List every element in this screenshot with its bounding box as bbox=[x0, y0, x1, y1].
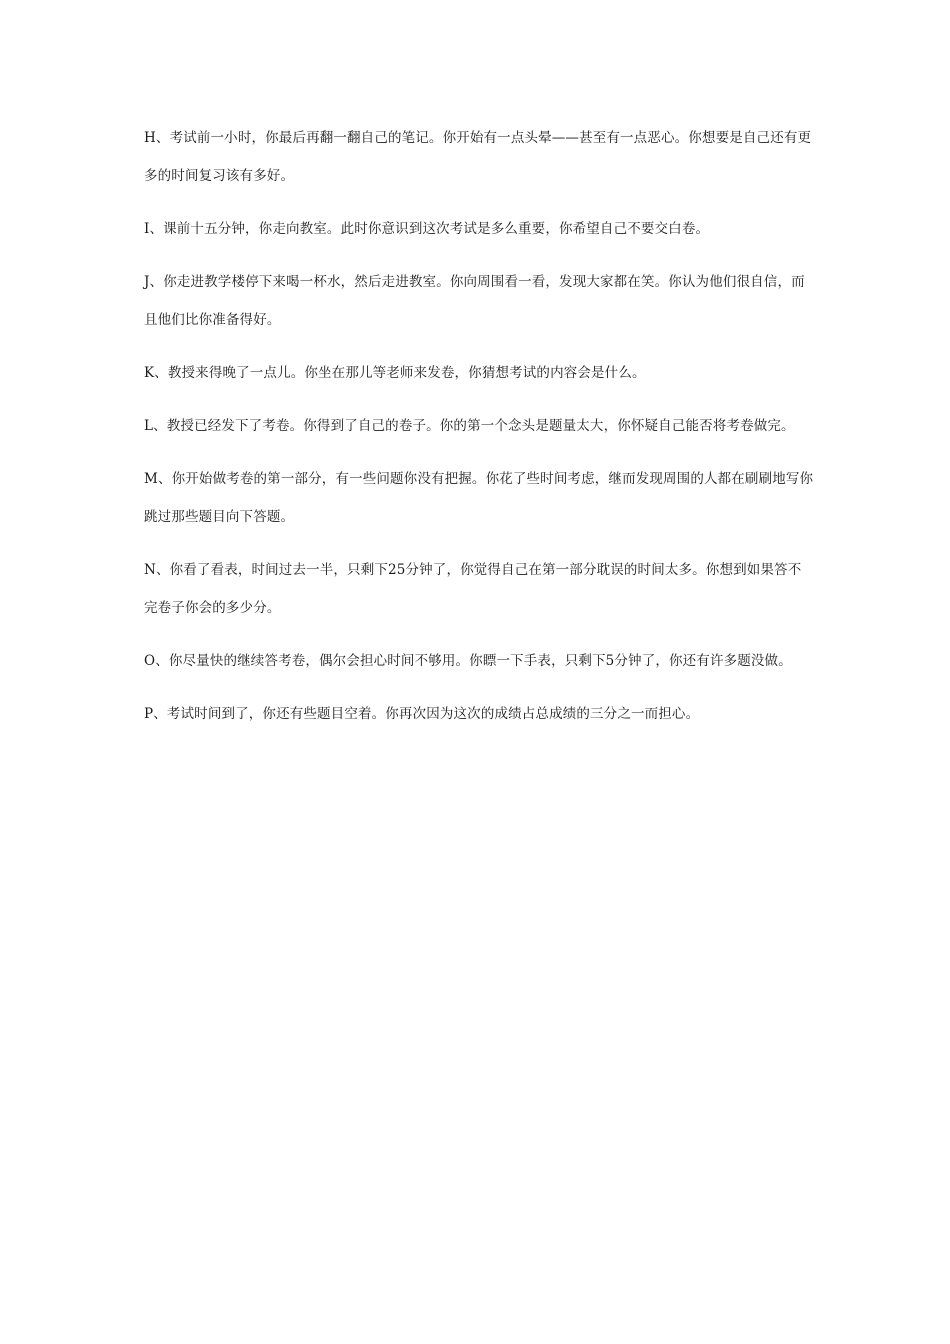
paragraph-h: H、考试前一小时，你最后再翻一翻自己的笔记。你开始有一点头晕——甚至有一点恶心。你想要是自己还有更多的时间复习该有多好。 bbox=[144, 130, 812, 184]
paragraph-p: P、考试时间到了，你还有些题目空着。你再次因为这次的成绩占总成绩的三分之一而担心。 bbox=[144, 706, 700, 722]
paragraph-i: I、课前十五分钟，你走向教室。此时你意识到这次考试是多么重要，你希望自己不要交白卷。 bbox=[144, 221, 710, 237]
paragraph-j: J、你走进教学楼停下来喝一杯水，然后走进教室。你向周围看一看，发现大家都在笑。你认为他们很自信，而且他们比你准备得好。 bbox=[144, 274, 805, 328]
paragraph-m: M、你开始做考卷的第一部分，有一些问题你没有把握。你花了些时间考虑，继而发现周围的人都在刷刷地写你跳过那些题目向下答题。 bbox=[144, 471, 814, 525]
paragraph-n: N、你看了看表，时间过去一半，只剩下25分钟了，你觉得自己在第一部分耽误的时间太多。你想到如果答不完卷子你会的多少分。 bbox=[144, 562, 802, 616]
paragraph-o: O、你尽量快的继续答考卷，偶尔会担心时间不够用。你瞟一下手表，只剩下5分钟了，你还有许多题没做。 bbox=[144, 653, 792, 669]
paragraph-l: L、教授已经发下了考卷。你得到了自己的卷子。你的第一个念头是题量太大，你怀疑自己能否将考卷做完。 bbox=[144, 418, 795, 434]
document-body bbox=[144, 119, 814, 748]
paragraph-k: K、教授来得晚了一点儿。你坐在那儿等老师来发卷，你猜想考试的内容会是什么。 bbox=[144, 365, 646, 381]
